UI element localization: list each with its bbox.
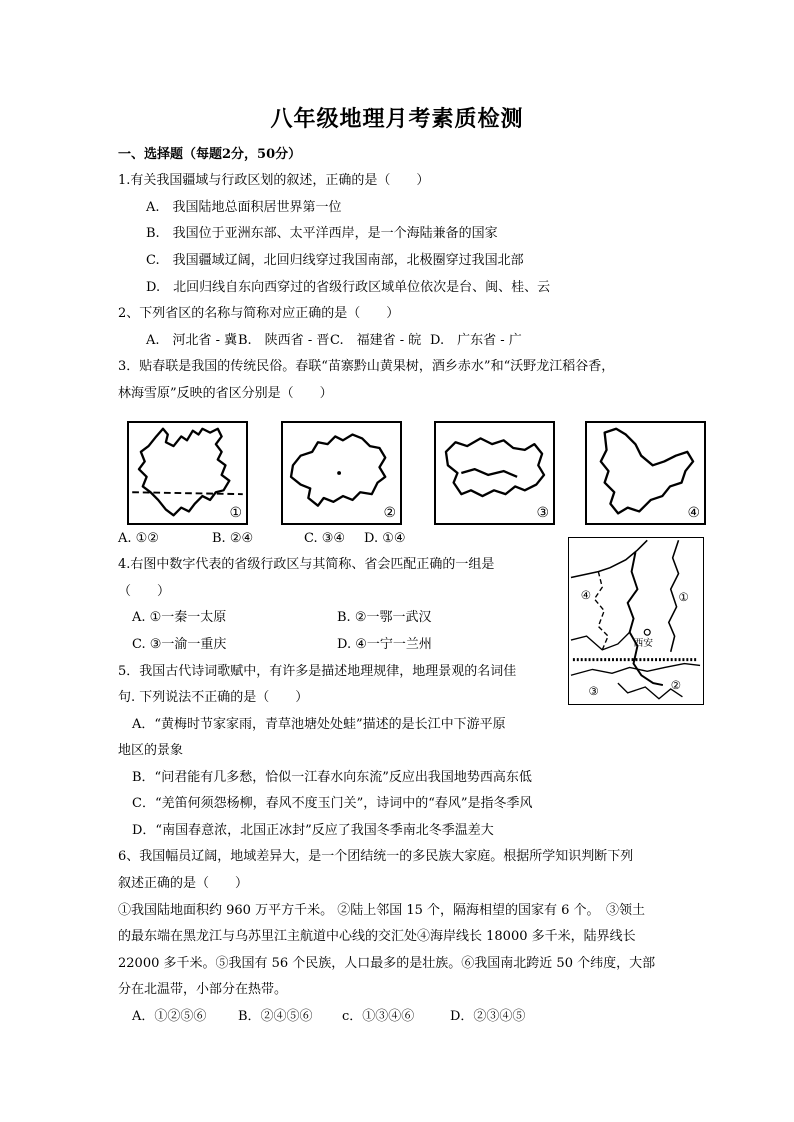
region-map-label-2: ② — [670, 677, 682, 692]
section-heading: 一、选择题（每题2分，50分） — [118, 147, 302, 162]
q4-option-a: A. ①一秦一太原 — [132, 610, 227, 625]
q5-option-d: D．“南国春意浓，北国正冰封”反应了我国冬季南北冬季温差大 — [132, 823, 494, 838]
q4-option-d: D. ④一宁一兰州 — [337, 637, 432, 652]
question-6-body-line3: 22000 多千米。⑤我国有 56 个民族，人口最多的是壮族。⑥我国南北跨近 50 个纬度，大部 — [118, 956, 656, 971]
question-5-stem-line1: 5．我国古代诗词歌赋中，有许多是描述地理规律，地理景观的名词佳 — [118, 664, 517, 679]
region-map-label-3: ③ — [588, 683, 600, 698]
question-6-body-line4: 分在北温带，小部分在热带。 — [118, 982, 288, 997]
question-4-stem-line2: （ ） — [118, 584, 171, 599]
province-map-2 — [281, 421, 402, 525]
question-5-stem-line2: 句. 下列说法不正确的是（ ） — [118, 690, 309, 705]
question-6-body-line1: ①我国陆地面积约 960 万平方千米。 ②陆上邻国 15 个，隔海相望的国家有 6 个。 ③领土 — [118, 903, 646, 918]
q1-option-b: B. 我国位于亚洲东部、太平洋西岸，是一个海陆兼备的国家 — [146, 226, 498, 241]
q2-option-d: D. 广东省 - 广 — [430, 333, 522, 348]
page-title: 八年级地理月考素质检测 — [270, 106, 524, 132]
q6-option-b: B．②④⑤⑥ — [238, 1009, 313, 1024]
province-map-1 — [127, 421, 248, 525]
question-6-stem-line1: 6、我国幅员辽阔，地域差异大，是一个团结统一的多民族大家庭。根据所学知识判断下列 — [118, 849, 634, 864]
region-map-drawing — [569, 538, 702, 703]
q2-option-b: B. 陕西省 - 晋 — [238, 333, 330, 348]
province-map-3 — [434, 421, 555, 525]
question-1-stem: 1.有关我国疆域与行政区划的叙述，正确的是（ ） — [118, 173, 430, 188]
q1-option-d: D. 北回归线自东向西穿过的省级行政区域单位依次是台、闽、桂、云 — [146, 280, 551, 295]
q2-options — [146, 332, 522, 350]
question-3-stem-line1: 3．贴春联是我国的传统民俗。春联“苗寨黔山黄果树，酒乡赤水”和“沃野龙江稻谷香， — [118, 359, 615, 374]
question-6-body-line2: 的最东端在黑龙江与乌苏里江主航道中心线的交汇处④海岸线长 18000 多千米，陆界线长 — [118, 929, 636, 944]
q2-option-c: C. 福建省 - 皖 — [330, 333, 422, 348]
q3-option-a: A. ①② — [118, 531, 159, 546]
map-label-4: ④ — [687, 505, 700, 521]
q6-options — [132, 1008, 525, 1026]
province-outline-2 — [283, 423, 400, 523]
province-map-4 — [585, 421, 706, 525]
q6-option-c: c．①③④⑥ — [342, 1009, 415, 1024]
question-6-stem-line2: 叙述正确的是（ ） — [118, 876, 249, 891]
q6-option-a: A．①②⑤⑥ — [132, 1009, 207, 1024]
q3-option-b: B. ②④ — [212, 531, 254, 546]
q3-option-c: C. ③④ — [304, 531, 346, 546]
q5-option-a-line1: A．“黄梅时节家家雨，青草池塘处处蛙”描述的是长江中下游平原 — [132, 717, 506, 732]
region-map-label-4: ④ — [580, 587, 592, 602]
region-map-city-xian: 西安 — [633, 637, 654, 649]
q4-option-b: B. ②一鄂一武汉 — [337, 610, 432, 625]
q3-option-d: D. ①④ — [364, 531, 406, 546]
q3-options — [118, 530, 406, 548]
map-label-3: ③ — [536, 505, 549, 521]
region-map — [568, 537, 704, 705]
question-3-stem-line2: 林海雪原”反映的省区分别是（ ） — [118, 386, 333, 401]
q4-option-c: C. ③一渝一重庆 — [132, 637, 227, 652]
q1-option-c: C. 我国疆域辽阔，北回归线穿过我国南部，北极圈穿过我国北部 — [146, 253, 524, 268]
province-outline-4 — [587, 423, 704, 523]
region-map-label-1: ① — [678, 589, 690, 604]
q2-option-a: A. 河北省 - 冀 — [146, 333, 238, 348]
q5-option-b: B．“问君能有几多愁，恰似一江春水向东流”反应出我国地势西高东低 — [132, 770, 532, 785]
question-4-stem-line1: 4.右图中数字代表的省级行政区与其简称、省会匹配正确的一组是 — [118, 557, 495, 572]
q5-option-a-line2: 地区的景象 — [118, 743, 184, 758]
q1-option-a: A. 我国陆地总面积居世界第一位 — [146, 200, 342, 215]
question-2-stem: 2、下列省区的名称与简称对应正确的是（ ） — [118, 306, 400, 321]
map-label-2: ② — [383, 505, 396, 521]
q5-option-c: C．“羌笛何须怨杨柳，春风不度玉门关”，诗词中的“春风”是指冬季风 — [132, 796, 533, 811]
map-label-1: ① — [229, 505, 242, 521]
province-outline-3 — [436, 423, 553, 523]
q6-option-d: D．②③④⑤ — [450, 1009, 526, 1024]
province-outline-1 — [129, 423, 246, 523]
